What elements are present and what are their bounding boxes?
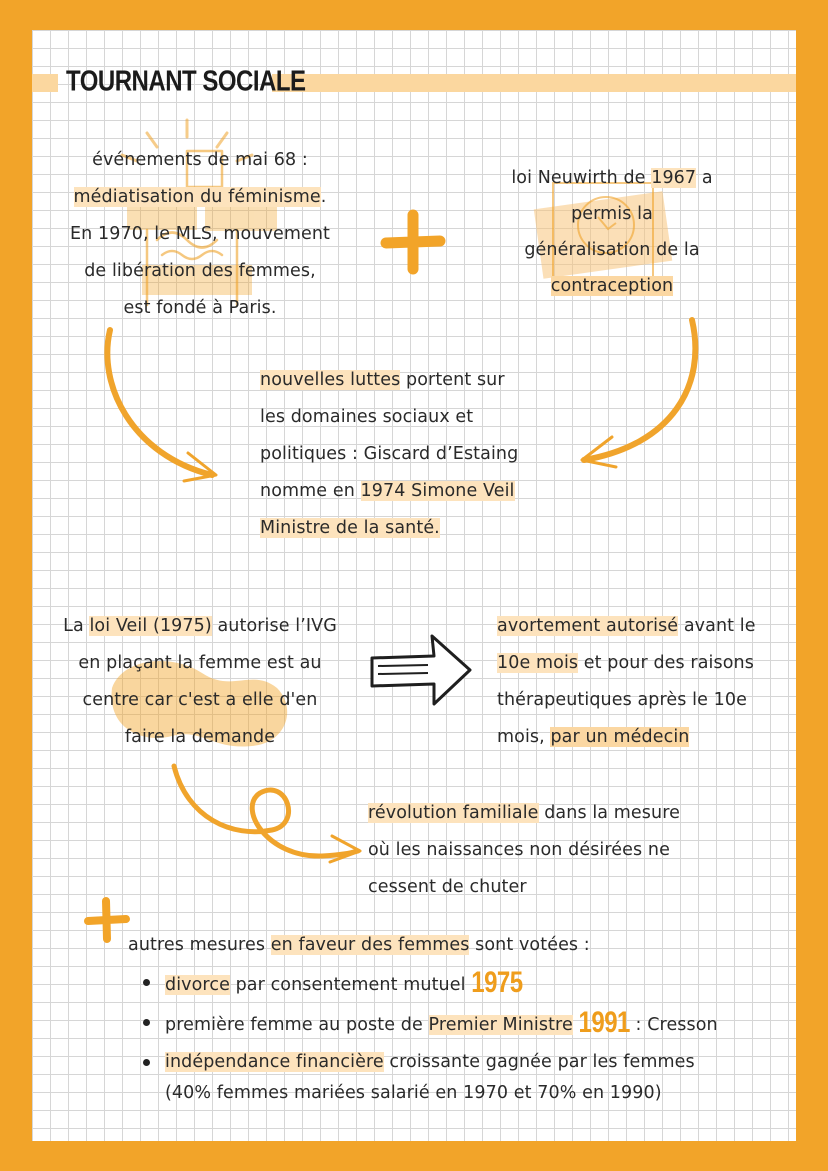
year-1991: 1991 (578, 1005, 630, 1040)
veil-line-1 (50, 608, 350, 645)
veil-line-1c: autorise l’IVG (211, 616, 337, 636)
avortement-line-4 (497, 719, 793, 756)
avortement-line-1 (497, 608, 793, 645)
mai68-line-1: événements de mai 68 : (92, 150, 308, 170)
highlight-par-un-medecin: par un médecin (550, 727, 690, 747)
neuwirth-line-1 (476, 160, 748, 196)
title-band-right (272, 74, 796, 92)
revolution-line-1 (368, 795, 728, 832)
neuwirth-line-4 (476, 268, 748, 304)
mai68-line-3: En 1970, le MLS, mouvement (70, 224, 330, 244)
highlight-premier-ministre: Premier Ministre (428, 1015, 573, 1035)
mai68-line-2-end: . (320, 187, 327, 207)
page (32, 30, 796, 1141)
page-title: TOURNANT SOCIALE (66, 65, 306, 98)
neuwirth-text-block (476, 160, 748, 304)
mesures-note: (40% femmes mariées salarié en 1970 et 70% en 1990) (165, 1083, 662, 1103)
mesures-intro (128, 927, 768, 964)
year-1975: 1975 (471, 965, 523, 1000)
luttes-line-4 (260, 473, 590, 510)
highlight-avortement-autorise: avortement autorisé (497, 616, 679, 636)
highlight-1967: 1967 (651, 168, 697, 188)
veil-line-3: centre car c'est a elle d'en (82, 690, 318, 710)
curved-arrow-icon (572, 315, 712, 475)
mesures-b2a: première femme au poste de (165, 1015, 429, 1035)
veil-line-4: faire la demande (124, 727, 276, 747)
mesures-b3b: croissante gagnée par les femmes (383, 1052, 695, 1072)
mesures-b1b: par consentement mutuel (229, 975, 472, 995)
avortement-line-3: thérapeutiques après le 10e (497, 690, 747, 710)
luttes-line-1b: portent sur (400, 370, 505, 390)
highlight-revolution-familiale: révolution familiale (368, 803, 539, 823)
luttes-line-5 (260, 510, 590, 547)
highlight-contraception: contraception (550, 276, 674, 296)
luttes-text-block (260, 362, 590, 547)
highlight-loi-veil: loi Veil (1975) (89, 616, 212, 636)
plus-icon (82, 895, 132, 945)
highlight-en-faveur-des-femmes: en faveur des femmes (270, 935, 470, 955)
highlight-independance-financiere: indépendance financière (165, 1052, 384, 1072)
mesures-b2c: : Cresson (629, 1015, 718, 1035)
neuwirth-line-1c: a (696, 168, 713, 188)
neuwirth-line-2: permis la (571, 204, 653, 224)
neuwirth-line-3: généralisation de la (524, 240, 700, 260)
mai68-line-4: de libération des femmes, (84, 261, 316, 281)
list-item (137, 964, 777, 1004)
luttes-line-4a: nomme en (260, 481, 361, 501)
avortement-line-2 (497, 645, 793, 682)
highlight-1974-simone-veil: 1974 Simone Veil (360, 481, 515, 501)
veil-text-block (50, 608, 350, 756)
revolution-line-3: cessent de chuter (368, 877, 527, 897)
mai68-line-5: est fondé à Paris. (123, 298, 277, 318)
highlight-nouvelles-luttes: nouvelles luttes (260, 370, 401, 390)
luttes-line-2: les domaines sociaux et (260, 407, 474, 427)
luttes-line-1 (260, 362, 590, 399)
mai68-line-2 (50, 179, 350, 216)
highlight-divorce: divorce (165, 975, 230, 995)
mai68-text-block (50, 142, 350, 327)
highlight-10e-mois: 10e mois (497, 653, 579, 673)
mesures-list (137, 964, 777, 1081)
curved-arrow-icon (92, 325, 232, 485)
neuwirth-line-1a: loi Neuwirth de (511, 168, 652, 188)
mesures-intro-a: autres mesures (128, 935, 271, 955)
mesures-intro-c: sont votées : (469, 935, 590, 955)
avortement-line-4a: mois, (497, 727, 551, 747)
avortement-line-1b: avant le (678, 616, 756, 636)
revolution-text-block (368, 795, 728, 906)
list-item (137, 1004, 777, 1044)
highlight-feminisme: médiatisation du féminisme (73, 187, 321, 207)
revolution-line-1b: dans la mesure (538, 803, 680, 823)
revolution-line-2: où les naissances non désirées ne (368, 840, 670, 860)
loop-arrow-icon (162, 758, 362, 868)
veil-line-1a: La (63, 616, 90, 636)
arrow-right-icon (366, 630, 476, 710)
luttes-line-3: politiques : Giscard d’Estaing (260, 444, 519, 464)
title-band-left (32, 74, 58, 92)
veil-line-2: en plaçant la femme est au (78, 653, 322, 673)
highlight-ministre-sante: Ministre de la santé. (260, 518, 440, 538)
avortement-text-block (497, 608, 793, 756)
avortement-line-2b: et pour des raisons (578, 653, 754, 673)
plus-icon (378, 207, 448, 277)
